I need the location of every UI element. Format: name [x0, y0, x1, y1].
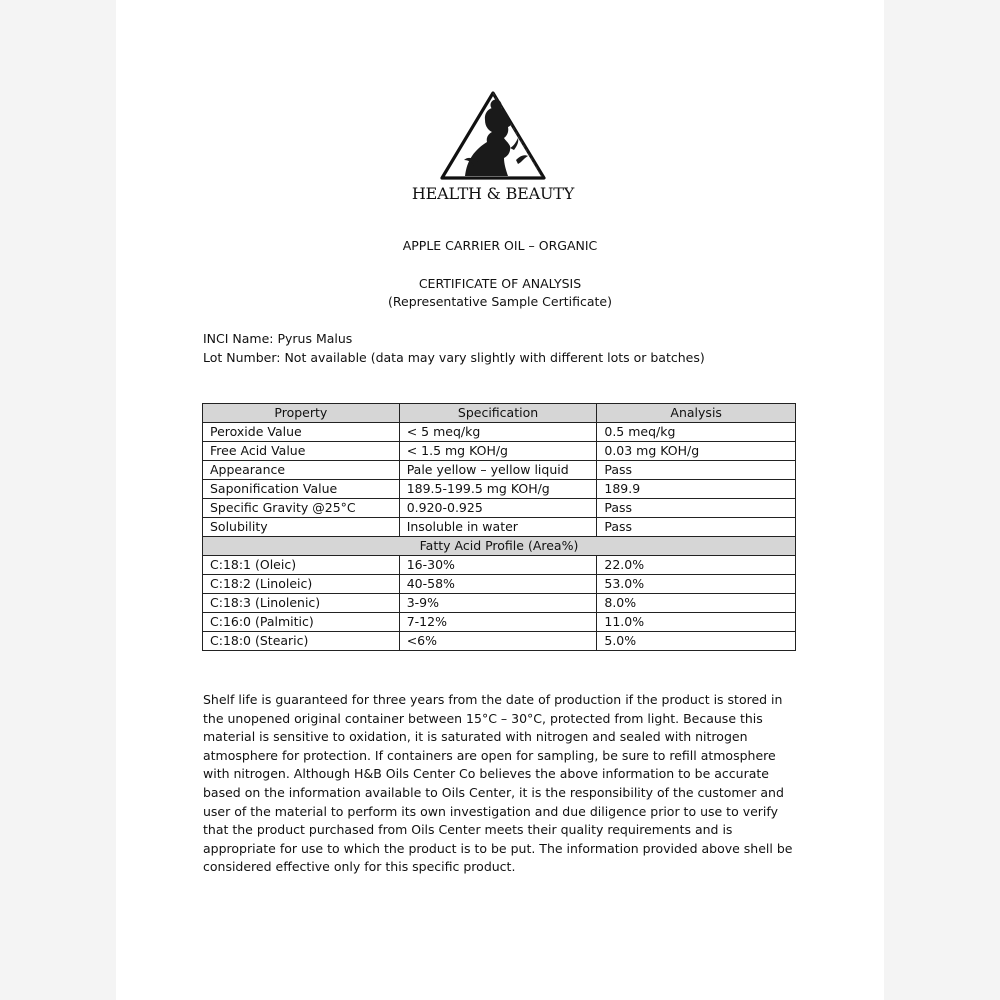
table-row — [203, 594, 796, 613]
cell-property: Free Acid Value — [203, 442, 400, 461]
cell-specification: Insoluble in water — [399, 518, 597, 537]
table-row — [203, 499, 796, 518]
cell-specification: Pale yellow – yellow liquid — [399, 461, 597, 480]
table-row — [203, 632, 796, 651]
cell-property: Peroxide Value — [203, 423, 400, 442]
table-header-row — [203, 404, 796, 423]
cell-analysis: Pass — [597, 518, 796, 537]
triangle-woman-logo-icon — [438, 90, 548, 182]
cell-specification: 7-12% — [399, 613, 597, 632]
certificate-subtitle: (Representative Sample Certificate) — [388, 294, 612, 309]
fatty-acid-profile-header-row — [203, 537, 796, 556]
cell-property: Solubility — [203, 518, 400, 537]
table-row — [203, 461, 796, 480]
fatty-acid-profile-header: Fatty Acid Profile (Area%) — [203, 537, 796, 556]
cell-property: C:18:2 (Linoleic) — [203, 575, 400, 594]
table-row — [203, 518, 796, 537]
cell-specification: 40-58% — [399, 575, 597, 594]
table-row — [203, 575, 796, 594]
cell-analysis: 53.0% — [597, 575, 796, 594]
cell-specification: 189.5-199.5 mg KOH/g — [399, 480, 597, 499]
cell-specification: < 5 meq/kg — [399, 423, 597, 442]
cell-analysis: 5.0% — [597, 632, 796, 651]
cell-property: C:18:1 (Oleic) — [203, 556, 400, 575]
table-row — [203, 442, 796, 461]
cell-analysis: 8.0% — [597, 594, 796, 613]
certificate-title: CERTIFICATE OF ANALYSIS — [418, 276, 582, 291]
cell-analysis: 189.9 — [597, 480, 796, 499]
cell-specification: 0.920-0.925 — [399, 499, 597, 518]
table-row — [203, 613, 796, 632]
shelf-life-disclaimer: Shelf life is guaranteed for three years from the date of production if the product is stored in the unopened original container between 15°C – 30°C, protected from light. Because this material is sensitive to oxidation, it is saturated with nitrogen and sealed with nitrogen atmosphere for protection. If containers are open for sampling, be sure to refill atmosphere with nitrogen. Although H&B Oils Center Co believes the above information to be accurate based on the information available to Oils Center, it is the responsibility of the customer and user of the material to perform its own investigation and due diligence prior to use to verify that the product purchased from Oils Center meets their quality requirements and is appropriate for use to which the product is to be put. The information provided above shell be considered effective only for this specific product. — [203, 692, 793, 875]
inci-name: INCI Name: Pyrus Malus — [203, 331, 353, 346]
column-header-property: Property — [203, 404, 400, 423]
lot-number: Lot Number: Not available (data may vary slightly with different lots or batches) — [203, 350, 705, 365]
cell-analysis: 11.0% — [597, 613, 796, 632]
cell-property: Saponification Value — [203, 480, 400, 499]
cell-specification: < 1.5 mg KOH/g — [399, 442, 597, 461]
table-row — [203, 556, 796, 575]
cell-property: Appearance — [203, 461, 400, 480]
table-row — [203, 480, 796, 499]
cell-specification: 16-30% — [399, 556, 597, 575]
cell-analysis: Pass — [597, 499, 796, 518]
cell-analysis: 0.03 mg KOH/g — [597, 442, 796, 461]
column-header-analysis: Analysis — [597, 404, 796, 423]
cell-specification: <6% — [399, 632, 597, 651]
table-row — [203, 423, 796, 442]
cell-property: C:18:3 (Linolenic) — [203, 594, 400, 613]
cell-specification: 3-9% — [399, 594, 597, 613]
cell-analysis: 0.5 meq/kg — [597, 423, 796, 442]
product-title: APPLE CARRIER OIL – ORGANIC — [402, 238, 598, 253]
column-header-specification: Specification — [399, 404, 597, 423]
cell-property: C:16:0 (Palmitic) — [203, 613, 400, 632]
analysis-table — [202, 403, 796, 651]
brand-name: HEALTH & BEAUTY — [411, 184, 575, 203]
cell-property: C:18:0 (Stearic) — [203, 632, 400, 651]
cell-analysis: Pass — [597, 461, 796, 480]
cell-property: Specific Gravity @25°C — [203, 499, 400, 518]
cell-analysis: 22.0% — [597, 556, 796, 575]
